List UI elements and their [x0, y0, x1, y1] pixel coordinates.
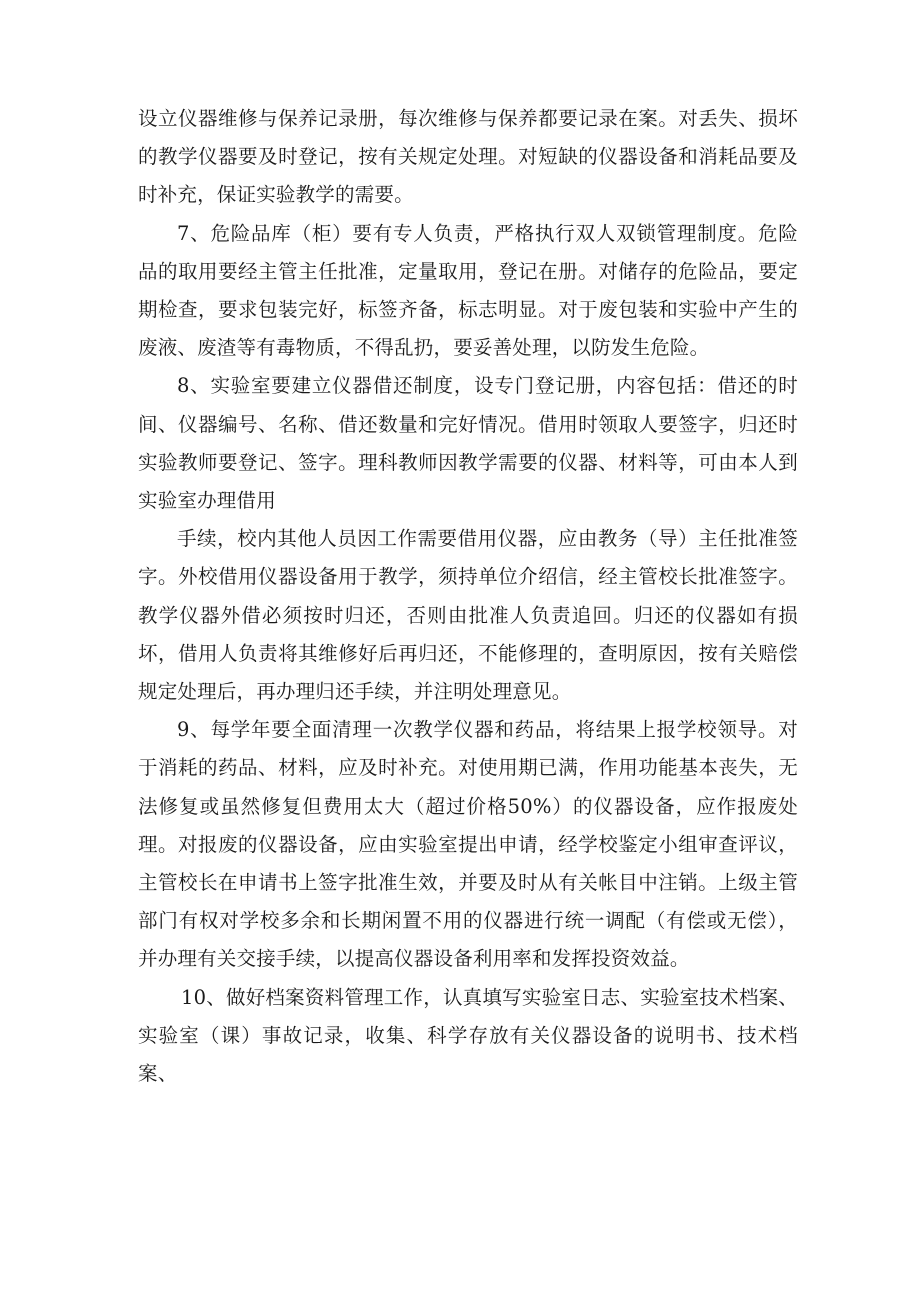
- paragraph-continuation: 设立仪器维修与保养记录册，每次维修与保养都要记录在案。对丢失、损坏的教学仪器要及时登记，按有关规定处理。对短缺的仪器设备和消耗品要及时补充，保证实验教学的需要。: [138, 107, 798, 207]
- paragraph-item-9: 9、每学年要全面清理一次教学仪器和药品，将结果上报学校领导。对于消耗的药品、材料，应及时补充。对使用期已满，作用功能基本丧失，无法修复或虽然修复但费用太大（超过价格50%）的仪器设备，应作报废处理。对报废的仪器设备，应由实验室提出申请，经学校鉴定小组审查评议，主管校长在申请书上签字批准生效，并要及时从有关帐目中注销。上级主管部门有权对学校多余和长期闲置不用的仪器进行统一调配（有偿或无偿），并办理有关交接手续，以提高仪器设备利用率和发挥投资效益。: [138, 718, 798, 971]
- document-body: [138, 100, 798, 1093]
- paragraph-item-10: 10、做好档案资料管理工作，认真填写实验室日志、实验室技术档案、实验室（课）事故记录，收集、科学存放有关仪器设备的说明书、技术档案、: [138, 985, 798, 1086]
- paragraph-item-8: 8、实验室要建立仪器借还制度，设专门登记册，内容包括：借还的时间、仪器编号、名称、借还数量和完好情况。借用时领取人要签字，归还时实验教师要登记、签字。理科教师因教学需要的仪器、材料等，可由本人到实验室办理借用: [138, 374, 798, 513]
- paragraph-item-8-continuation: 手续，校内其他人员因工作需要借用仪器，应由教务（导）主任批准签字。外校借用仪器设备用于教学，须持单位介绍信，经主管校长批准签字。教学仪器外借必须按时归还，否则由批准人负责追回。归还的仪器如有损坏，借用人负责将其维修好后再归还，不能修理的，查明原因，按有关赔偿规定处理后，再办理归还手续，并注明处理意见。: [138, 527, 798, 704]
- paragraph-item-7: 7、危险品库（柜）要有专人负责，严格执行双人双锁管理制度。危险品的取用要经主管主任批准，定量取用，登记在册。对储存的危险品，要定期检查，要求包装完好，标签齐备，标志明显。对于废包装和实验中产生的废液、废渣等有毒物质，不得乱扔，要妥善处理，以防发生危险。: [138, 221, 798, 360]
